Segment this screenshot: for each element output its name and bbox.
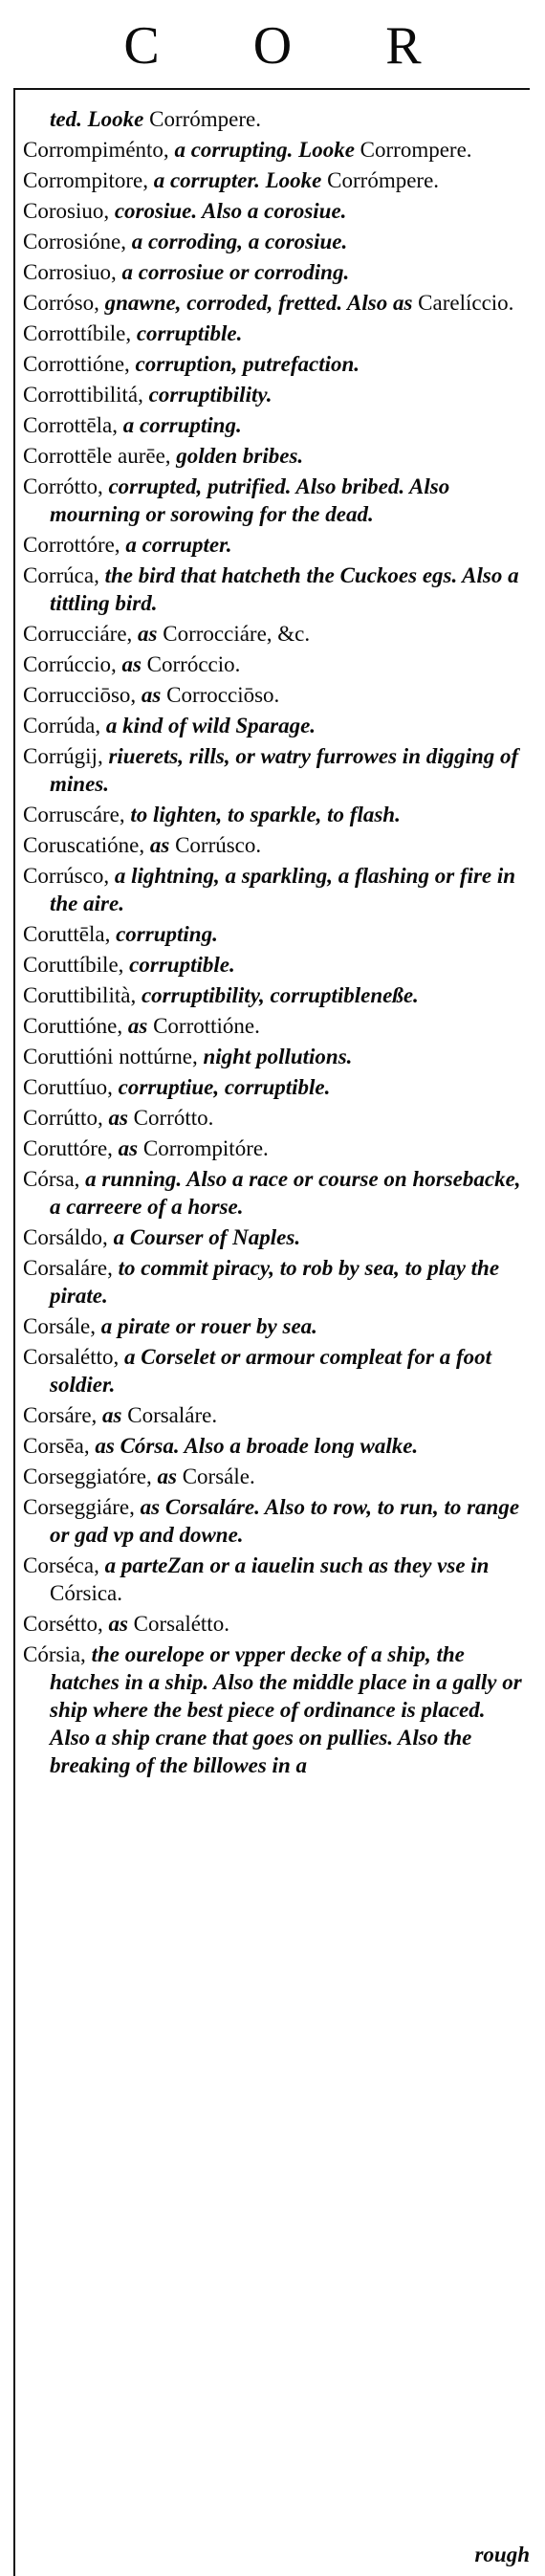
catchword: rough xyxy=(474,2543,530,2566)
entry-headword: Corrúccio, xyxy=(23,652,122,676)
entry-cross-reference: Córsica. xyxy=(50,1581,123,1605)
dictionary-entry xyxy=(23,1104,530,1132)
entry-definition: gnawne, corroded, fretted. Also as xyxy=(104,291,419,315)
entry-cross-reference: Carelíccio. xyxy=(418,291,514,315)
entry-definition: as xyxy=(157,1464,183,1488)
entry-cross-reference: Corrompere. xyxy=(360,138,472,162)
dictionary-entry xyxy=(23,531,530,559)
dictionary-entry xyxy=(23,1012,530,1040)
entry-cross-reference: Corrocciōso. xyxy=(166,683,280,707)
dictionary-entry xyxy=(23,831,530,859)
dictionary-entry xyxy=(23,1043,530,1070)
entry-headword: Corrótto, xyxy=(23,474,109,498)
entry-headword: Corsáre, xyxy=(23,1403,103,1427)
dictionary-entry xyxy=(23,1223,530,1251)
entry-headword: Corrompiménto, xyxy=(23,138,175,162)
entry-headword: Córsia, xyxy=(23,1642,92,1666)
entry-cross-reference: Corróccio. xyxy=(146,652,241,676)
entry-headword: Corrúda, xyxy=(23,714,106,738)
entry-definition: corosiue. Also a corosiue. xyxy=(114,199,347,223)
entry-cross-reference: Corsaláre. xyxy=(127,1403,218,1427)
entry-headword: Coruttēla, xyxy=(23,922,117,946)
entry-definition: a pirate or rouer by sea. xyxy=(100,1314,317,1338)
dictionary-entry xyxy=(23,381,530,408)
entry-definition: the bird that hatcheth the Cuckoes egs. Also a tittling bird. xyxy=(50,563,519,615)
dictionary-entry xyxy=(23,442,530,470)
entry-headword: Corsaláre, xyxy=(23,1256,119,1280)
entry-headword: Corsáldo, xyxy=(23,1225,114,1249)
dictionary-entry xyxy=(23,258,530,286)
dictionary-entry xyxy=(23,712,530,739)
entry-headword: Corrosióne, xyxy=(23,230,132,253)
entry-definition: a lightning, a sparkling, a flashing or fire in the aire. xyxy=(50,864,516,915)
entry-definition: to commit piracy, to rob by sea, to play the pirate. xyxy=(50,1256,500,1308)
dictionary-entry xyxy=(23,166,530,194)
entry-headword: Corsétto, xyxy=(23,1612,109,1636)
entry-cross-reference: Corrótto. xyxy=(133,1106,214,1130)
entry-headword: Corsēa, xyxy=(23,1434,96,1458)
entry-definition: the ourelope or vpper decke of a ship, the hatches in a ship. Also the middle place in a gally or ship where the best piece of ordinance is placed. Also a ship crane that goes on pullies. Also the breaking of the billowes in a xyxy=(50,1642,522,1777)
entry-cross-reference: Corrocciáre, &c. xyxy=(163,622,311,646)
dictionary-entry xyxy=(23,319,530,347)
header-rule xyxy=(13,88,530,90)
dictionary-entry xyxy=(23,801,530,828)
entry-headword: Corrottíbile, xyxy=(23,321,137,345)
entry-headword: Corseggiáre, xyxy=(23,1495,141,1519)
entry-headword: Corrúsco, xyxy=(23,864,115,888)
dictionary-entry xyxy=(23,136,530,164)
entry-definition: as xyxy=(149,833,176,857)
entry-definition: as xyxy=(108,1612,134,1636)
dictionary-entry xyxy=(23,105,530,133)
entry-headword: Coruscatióne, xyxy=(23,833,150,857)
dictionary-entry xyxy=(23,411,530,439)
entry-definition: a corrupting. xyxy=(122,413,242,437)
dictionary-entry xyxy=(23,920,530,948)
dictionary-entry xyxy=(23,862,530,917)
dictionary-entry xyxy=(23,1640,530,1779)
entry-headword: Coruttióne, xyxy=(23,1014,128,1038)
entry-headword: Corrúca, xyxy=(23,563,105,587)
entry-headword: Corseggiatóre, xyxy=(23,1464,158,1488)
entry-cross-reference: Corrompitóre. xyxy=(142,1136,269,1160)
entry-headword: Córsa, xyxy=(23,1167,86,1191)
entry-headword: Coruttióni nottúrne, xyxy=(23,1045,204,1068)
dictionary-entry xyxy=(23,1463,530,1490)
entry-headword: Coruttibilità, xyxy=(23,983,142,1007)
dictionary-entry xyxy=(23,1401,530,1429)
entry-headword: Coruttíuo, xyxy=(23,1075,119,1099)
dictionary-entry xyxy=(23,228,530,255)
dictionary-entry xyxy=(23,742,530,798)
entry-headword: Corrútto, xyxy=(23,1106,109,1130)
entry-definition: a corrupter. Looke xyxy=(153,168,328,192)
entry-definition: as xyxy=(141,683,167,707)
entry-definition: as xyxy=(102,1403,128,1427)
entry-headword: Coruttóre, xyxy=(23,1136,119,1160)
entry-headword: Corrosiuo, xyxy=(23,260,122,284)
entry-definition: to lighten, to sparkle, to flash. xyxy=(130,803,401,826)
entry-headword: Corrompitore, xyxy=(23,168,154,192)
entry-headword: Corrottibilitá, xyxy=(23,383,149,407)
entry-definition: as xyxy=(138,622,164,646)
entry-cross-reference: Corrottióne. xyxy=(153,1014,260,1038)
entry-definition: ted. Looke xyxy=(50,107,150,131)
dictionary-entry xyxy=(23,1552,530,1607)
entry-headword: Corrucciōso, xyxy=(23,683,142,707)
entry-cross-reference: Corrómpere. xyxy=(327,168,440,192)
entry-headword: Corruscáre, xyxy=(23,803,131,826)
entry-headword: Corrottóre, xyxy=(23,533,126,557)
entry-definition: corruptible. xyxy=(129,953,235,977)
entry-definition: corruptible. xyxy=(136,321,243,345)
entry-definition: corrupting. xyxy=(116,922,218,946)
entry-definition: corrupted, putrified. Also bribed. Also mourning or sorowing for the dead. xyxy=(50,474,450,526)
entry-definition: corruption, putrefaction. xyxy=(135,352,360,376)
dictionary-entry xyxy=(23,197,530,225)
entry-headword: Corrucciáre, xyxy=(23,622,139,646)
entry-definition: a kind of wild Sparage. xyxy=(105,714,316,738)
dictionary-entry xyxy=(23,473,530,528)
column-rule xyxy=(13,88,15,2576)
entry-headword: Corróso, xyxy=(23,291,105,315)
entry-definition: a corrupter. xyxy=(125,533,232,557)
entry-definition: riuerets, rills, or watry furrowes in digging of mines. xyxy=(50,744,519,796)
dictionary-entry xyxy=(23,1432,530,1460)
entry-headword: Corrúgij, xyxy=(23,744,109,768)
entry-definition: corruptibility, corruptibleneße. xyxy=(141,983,419,1007)
entry-definition: a corroding, a corosiue. xyxy=(131,230,348,253)
entry-definition: a corrosiue or corroding. xyxy=(121,260,350,284)
entry-headword: Coruttíbile, xyxy=(23,953,130,977)
entry-definition: a Courser of Naples. xyxy=(113,1225,301,1249)
entry-headword: Corsále, xyxy=(23,1314,101,1338)
entry-headword: Corsalétto, xyxy=(23,1345,125,1369)
entry-definition: a corrupting. Looke xyxy=(174,138,360,162)
dictionary-entry xyxy=(23,1343,530,1398)
entry-headword: Corséca, xyxy=(23,1553,105,1577)
page-header xyxy=(0,0,545,92)
entry-definition: golden bribes. xyxy=(176,444,304,468)
entry-headword: Corosiuo, xyxy=(23,199,115,223)
entry-definition: a running. Also a race or course on horsebacke, a carreere of a horse. xyxy=(50,1167,521,1219)
entry-cross-reference: Corrúsco. xyxy=(175,833,262,857)
running-head: C O R xyxy=(123,16,462,76)
dictionary-entry xyxy=(23,1610,530,1638)
dictionary-entry xyxy=(23,620,530,648)
entry-definition: night pollutions. xyxy=(203,1045,353,1068)
entry-definition: as Córsa. Also a broade long walke. xyxy=(95,1434,419,1458)
entry-definition: corruptiue, corruptible. xyxy=(118,1075,331,1099)
entry-definition: a Corselet or armour compleat for a foot soldier. xyxy=(50,1345,492,1397)
entry-cross-reference: Corrómpere. xyxy=(149,107,261,131)
dictionary-entry xyxy=(23,1073,530,1101)
dictionary-entry xyxy=(23,1493,530,1549)
entry-headword: Corrottēla, xyxy=(23,413,123,437)
dictionary-entry xyxy=(23,561,530,617)
dictionary-entry xyxy=(23,951,530,979)
dictionary-entry xyxy=(23,289,530,317)
entry-definition: as xyxy=(127,1014,154,1038)
entry-definition: as xyxy=(108,1106,134,1130)
entry-headword: Corrottióne, xyxy=(23,352,136,376)
dictionary-entry xyxy=(23,1134,530,1162)
entry-headword: Corrottēle aurēe, xyxy=(23,444,177,468)
dictionary-entry xyxy=(23,1165,530,1221)
entry-definition: as Corsaláre. Also to row, to run, to range or gad vp and downe. xyxy=(50,1495,520,1547)
entry-definition: as xyxy=(118,1136,143,1160)
dictionary-entry xyxy=(23,681,530,709)
entry-definition: corruptibility. xyxy=(148,383,272,407)
dictionary-entry xyxy=(23,650,530,678)
dictionary-entry xyxy=(23,1312,530,1340)
dictionary-entry xyxy=(23,981,530,1009)
entry-definition: as xyxy=(121,652,147,676)
dictionary-entry xyxy=(23,1254,530,1310)
entry-list xyxy=(23,105,530,1782)
entry-cross-reference: Corsalétto. xyxy=(133,1612,229,1636)
entry-cross-reference: Corsále. xyxy=(182,1464,255,1488)
dictionary-entry xyxy=(23,350,530,378)
entry-definition: a parteZan or a iauelin such as they vse in xyxy=(104,1553,490,1577)
